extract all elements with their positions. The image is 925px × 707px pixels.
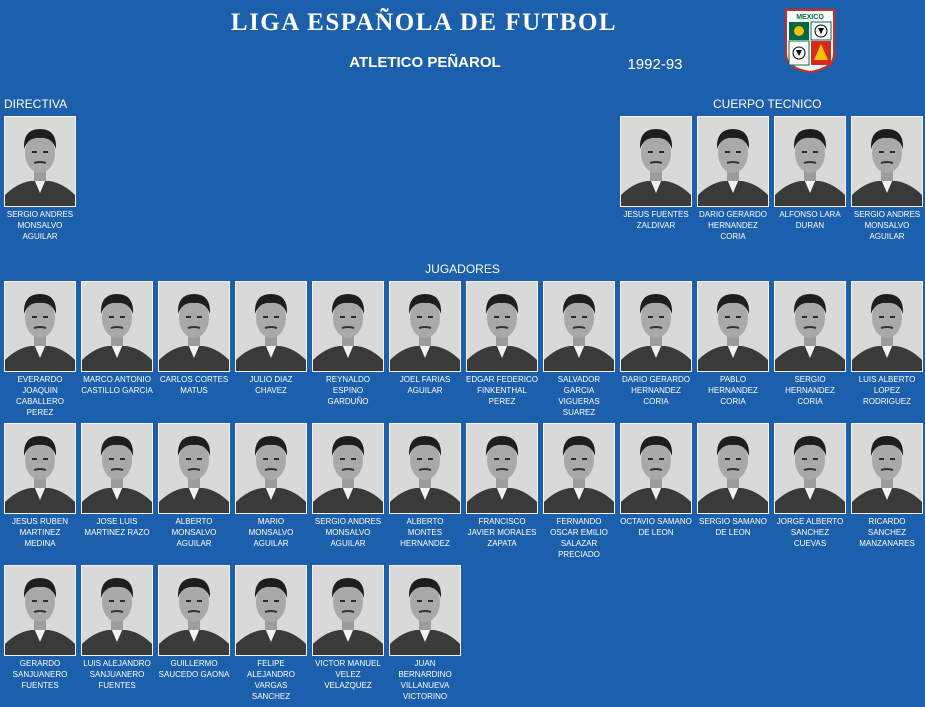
player-card (4, 281, 76, 418)
player-card (158, 423, 230, 549)
cuerpo-tecnico-member (620, 116, 692, 231)
player-card (235, 565, 307, 702)
person-name: FRANCISCO JAVIER MORALES ZAPATA (467, 517, 537, 548)
person-photo (389, 423, 461, 514)
player-card (81, 423, 153, 538)
player-card (466, 423, 538, 549)
person-photo (697, 423, 769, 514)
directiva-member (4, 116, 76, 242)
person-photo (4, 565, 76, 656)
person-name: REYNALDO ESPINO GARDUÑO (325, 375, 370, 406)
person-name: SERGIO ANDRES MONSALVO AGUILAR (314, 517, 382, 548)
person-photo (851, 281, 923, 372)
person-name: MARCO ANTONIO CASTILLO GARCIA (81, 375, 153, 395)
person-photo (774, 116, 846, 207)
person-name: JORGE ALBERTO SANCHEZ CUEVAS (776, 517, 844, 548)
player-card (312, 281, 384, 407)
person-name: JOEL FARIAS AGUILAR (399, 375, 451, 395)
person-name: GERARDO SANJUANERO FUENTES (12, 659, 68, 690)
person-photo (620, 423, 692, 514)
person-photo (312, 281, 384, 372)
person-photo (158, 423, 230, 514)
cuerpo-tecnico-member (774, 116, 846, 231)
person-name: JESUS RUBEN MARTINEZ MEDINA (11, 517, 68, 548)
person-photo (851, 116, 923, 207)
person-name: DARIO GERARDO HERNANDEZ CORIA (621, 375, 690, 406)
player-card (389, 423, 461, 549)
person-name: ALFONSO LARA DURAN (779, 210, 841, 230)
person-name: JULIO DIAZ CHAVEZ (249, 375, 293, 395)
person-photo (158, 565, 230, 656)
person-photo (4, 423, 76, 514)
player-card (312, 565, 384, 691)
person-name: ALBERTO MONSALVO AGUILAR (171, 517, 217, 548)
player-card (235, 281, 307, 396)
person-photo (620, 281, 692, 372)
player-card (158, 281, 230, 396)
cuerpo-tecnico-label: CUERPO TECNICO (713, 97, 822, 111)
player-card (697, 423, 769, 538)
person-photo (389, 281, 461, 372)
person-photo (774, 423, 846, 514)
player-card (774, 281, 846, 407)
player-card (4, 423, 76, 549)
person-name: SERGIO ANDRES MONSALVO AGUILAR (6, 210, 74, 241)
person-name: EDGAR FEDERICO FINKENTHAL PEREZ (466, 375, 539, 406)
person-name: MARIO MONSALVO AGUILAR (248, 517, 294, 548)
player-card (851, 423, 923, 549)
person-photo (389, 565, 461, 656)
person-name: CARLOS CORTES MATUS (159, 375, 229, 395)
person-name: JUAN BERNARDINO VILLANUEVA VICTORINO (398, 659, 452, 701)
person-photo (158, 281, 230, 372)
person-name: ALBERTO MONTES HERNANDEZ (400, 517, 450, 548)
player-card (851, 281, 923, 407)
player-card (235, 423, 307, 549)
person-photo (312, 423, 384, 514)
player-card (543, 281, 615, 418)
person-name: DARIO GERARDO HERNANDEZ CORIA (698, 210, 767, 241)
player-card (620, 423, 692, 538)
person-name: SERGIO HERNANDEZ CORIA (785, 375, 835, 406)
person-name: VICTOR MANUEL VELEZ VELAZQUEZ (315, 659, 381, 690)
person-photo (543, 281, 615, 372)
person-name: LUIS ALBERTO LOPEZ RODRIGUEZ (858, 375, 916, 406)
player-card (620, 281, 692, 407)
person-name: JESUS FUENTES ZALDIVAR (623, 210, 689, 230)
person-name: SALVADOR GARCIA VIGUERAS SUAREZ (557, 375, 601, 417)
player-card (389, 281, 461, 396)
team-name: ATLETICO PEÑAROL (349, 54, 501, 71)
person-name: LUIS ALEJANDRO SANJUANERO FUENTES (83, 659, 151, 690)
person-name: FERNANDO OSCAR EMILIO SALAZAR PRECIADO (550, 517, 608, 559)
person-photo (81, 281, 153, 372)
mexico-crest-icon (784, 8, 836, 74)
player-card (81, 281, 153, 396)
player-card (389, 565, 461, 702)
player-card (4, 565, 76, 691)
cuerpo-tecnico-member (697, 116, 769, 242)
player-card (774, 423, 846, 549)
player-card (543, 423, 615, 560)
person-name: EVERARDO JOAQUIN CABALLERO PEREZ (15, 375, 65, 417)
crest-text: MEXICO (796, 14, 824, 21)
person-name: SERGIO ANDRES MONSALVO AGUILAR (853, 210, 921, 241)
person-photo (235, 423, 307, 514)
player-card (312, 423, 384, 549)
person-name: JOSE LUIS MARTINEZ RAZO (84, 517, 150, 537)
person-name: PABLO HERNANDEZ CORIA (708, 375, 758, 406)
person-photo (4, 116, 76, 207)
person-photo (466, 423, 538, 514)
season-label: 1992-93 (627, 56, 683, 73)
person-photo (851, 423, 923, 514)
person-name: SERGIO SAMANO DE LEON (698, 517, 767, 537)
person-photo (81, 423, 153, 514)
person-photo (697, 281, 769, 372)
directiva-label: DIRECTIVA (4, 97, 68, 111)
person-photo (235, 281, 307, 372)
person-name: FELIPE ALEJANDRO VARGAS SANCHEZ (246, 659, 295, 701)
player-card (158, 565, 230, 680)
person-name: OCTAVIO SAMANO DE LEON (620, 517, 692, 537)
player-card (466, 281, 538, 407)
player-card (697, 281, 769, 407)
person-photo (543, 423, 615, 514)
league-title: LIGA ESPAÑOLA DE FUTBOL (230, 9, 618, 36)
person-photo (235, 565, 307, 656)
person-photo (697, 116, 769, 207)
person-photo (620, 116, 692, 207)
cuerpo-tecnico-member (851, 116, 923, 242)
player-card (81, 565, 153, 691)
person-photo (4, 281, 76, 372)
person-name: RICARDO SANCHEZ MANZANARES (859, 517, 915, 548)
person-photo (774, 281, 846, 372)
person-photo (466, 281, 538, 372)
person-photo (312, 565, 384, 656)
jugadores-label: JUGADORES (425, 262, 500, 276)
person-photo (81, 565, 153, 656)
person-name: GUILLERMO SAUCEDO GAONA (158, 659, 230, 679)
